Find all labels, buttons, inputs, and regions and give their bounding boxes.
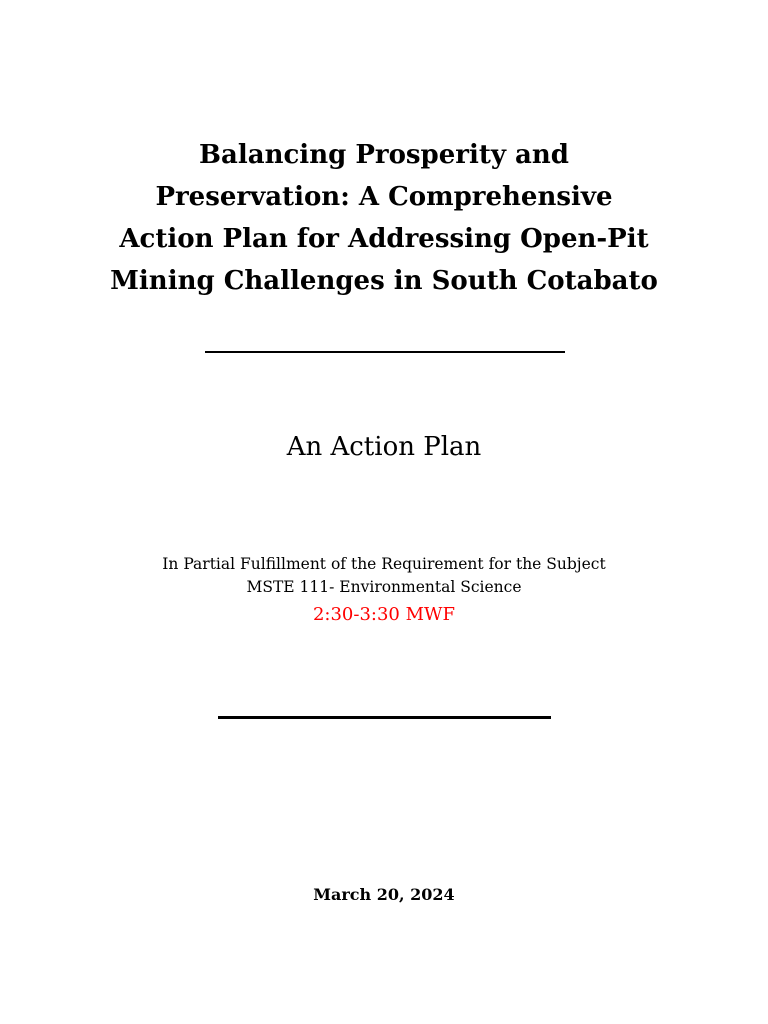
subject-line: MSTE 111- Environmental Science [246,578,522,596]
title-line: Action Plan for Addressing Open-Pit [119,224,649,254]
document-subtitle: An Action Plan [286,432,482,462]
document-title [0,134,768,302]
section-divider [218,716,551,719]
title-line: Mining Challenges in South Cotabato [110,266,658,296]
title-line: Balancing Prosperity and [199,140,569,170]
fulfillment-statement [0,553,768,599]
title-divider [205,351,565,353]
title-line: Preservation: A Comprehensive [155,182,613,212]
class-schedule: 2:30-3:30 MWF [312,604,456,625]
fulfillment-line: In Partial Fulfillment of the Requirement for the Subject [162,555,606,573]
document-date: March 20, 2024 [313,885,455,904]
